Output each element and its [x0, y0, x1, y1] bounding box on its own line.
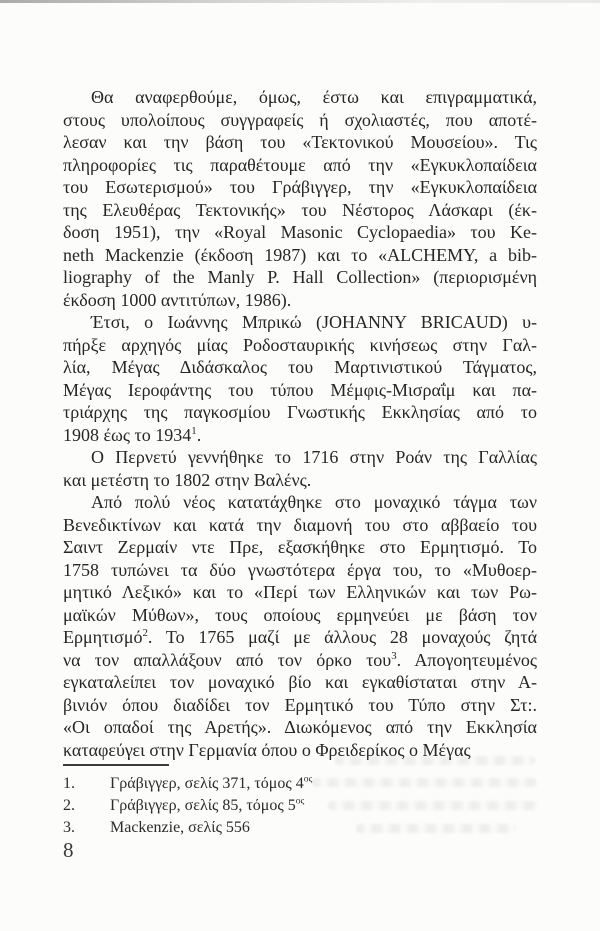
text-line: και μετέστη το 1802 στην Βαλένς.	[63, 469, 312, 490]
footnote-separator	[63, 764, 169, 766]
text-line: Από πολύ νέος κατατάχθηκε στο μοναχικό τάγμα των	[91, 492, 537, 512]
bleed-through-artifact	[356, 824, 516, 833]
text-line: liography of the Manly P. Hall Collection» (περιορισμένη	[63, 267, 537, 287]
footnote-number: 1.	[63, 775, 75, 792]
text-line: λία, Μέγας Διδάσκαλος του Μαρτινιστικού Τάγματος,	[63, 357, 537, 377]
bleed-through-artifact	[312, 778, 537, 787]
text-line: πήρξε αρχηγός μίας Ροδοσταυρικής κινήσεως στην Γαλ-	[63, 334, 537, 355]
text-line: «Οι οπαδοί της Αρετής». Διωκόμενος από την Εκκλησία	[63, 717, 537, 737]
text-line: στους υπολοίπους συγγραφείς ή σχολιαστές, που αποτέ-	[63, 109, 537, 130]
scan-edge-artifact	[0, 0, 600, 3]
footnote-text: Mackenzie, σελίς 556	[110, 819, 250, 836]
text-line: δοση 1951), την «Royal Masonic Cyclopaedia» του Ke-	[63, 222, 537, 242]
text-line: 1908 έως το 1934$^1$.	[63, 424, 202, 445]
bleed-through-artifact	[328, 801, 537, 810]
text-line: Θα αναφερθούμε, όμως, έστω και επιγραμματικά,	[91, 87, 537, 107]
text-line: Σαιντ Ζερμαίν ντε Πρε, εξασκήθηκε στο Ερμητισμό. Το	[63, 537, 537, 557]
text-line: μαϊκών Μύθων», τους οποίους ερμηνεύει με βάση τον	[63, 604, 537, 625]
text-line: τριάρχης της παγκοσμίου Γνωστικής Εκκλησίας από το	[63, 402, 537, 422]
footnote-text: Γράβιγγερ, σελίς 85, τόμος $5^{o\varsigma}$	[110, 795, 305, 814]
text-line: Βενεδικτίνων και κατά την διαμονή του στο αββαείο του	[63, 514, 537, 535]
text-line: μητικό Λεξικό» και το «Περί των Ελληνικών και των Ρω-	[63, 582, 537, 602]
text-line: Ερμητισμό$^2$. Το 1765 μαζί με άλλους 28 μοναχούς ζητά	[63, 627, 537, 647]
text-line: να τον απαλλάξουν από τον όρκο του$^3$. Απογοητευμένος	[63, 649, 537, 670]
text-line: πληροφορίες τις παραθέτουμε από την «Εγκυκλοπαίδεια	[63, 154, 537, 175]
page-number: 8	[63, 838, 74, 862]
text-line: 1758 τυπώνει τα δύο γνωστότερα έργα του, το «Μυθοερ-	[63, 559, 537, 580]
text-line: έκδοση 1000 αντιτύπων, 1986).	[63, 289, 292, 310]
footnote-number: 2.	[63, 797, 75, 814]
text-line: λεσαν και την βάση του «Τεκτονικού Μουσείου». Τις	[63, 132, 537, 152]
text-line: Μέγας Ιεροφάντης του τύπου Μέμφις-Μισραΐμ και πα-	[63, 379, 537, 400]
text-line: Ο Περνετύ γεννήθηκε το 1716 στην Ροάν της Γαλλίας	[91, 447, 537, 467]
text-line: εγκαταλείπει τον μοναχικό βίο και εγκαθίσταται στην Α-	[63, 672, 537, 692]
text-line: του Εσωτερισμού» του Γράβιγγερ, την «Εγκυκλοπαίδεια	[63, 177, 537, 197]
text-line: καταφεύγει στην Γερμανία όπου ο Φρειδερίκος ο Μέγας	[63, 739, 471, 760]
text-line: neth Mackenzie (έκδοση 1987) και το «ALCHEMY, a bib-	[63, 244, 537, 265]
footnote-text: Γράβιγγερ, σελίς 371, τόμος $4^{o\varsigma}$	[110, 773, 313, 792]
text-line: βινιόν όπου διαδίδει τον Ερμητικό του Τύπο στην Στ:.	[63, 694, 537, 715]
footnote-number: 3.	[63, 819, 75, 836]
bleed-through-artifact	[335, 756, 535, 765]
text-line: Έτσι, ο Ιωάννης Μπρικώ (JOHANNY BRICAUD) υ-	[91, 312, 537, 332]
body-text	[63, 86, 537, 761]
text-line: της Ελευθέρας Τεκτονικής» του Νέστορος Λάσκαρι (έκ-	[63, 199, 537, 220]
